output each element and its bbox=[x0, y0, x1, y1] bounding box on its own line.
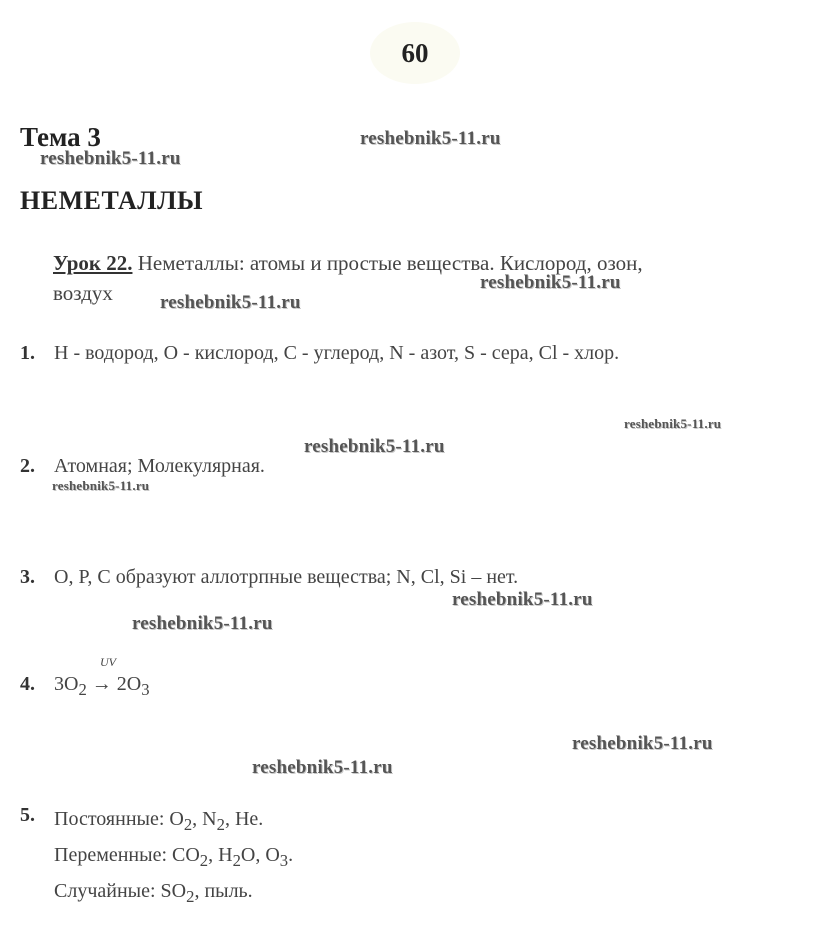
answer-number: 2. bbox=[20, 455, 35, 477]
answer-number: 4. bbox=[20, 673, 35, 695]
watermark: reshebnik5-11.ru bbox=[160, 292, 301, 313]
equation bbox=[54, 655, 150, 700]
random-impurities: Случайные: $SO_2$, пыль. bbox=[54, 880, 253, 906]
watermark: reshebnik5-11.ru bbox=[40, 148, 181, 169]
equation-product: $2O_3$ bbox=[116, 673, 150, 699]
topic-heading: Тема 3 bbox=[20, 122, 101, 152]
watermark: reshebnik5-11.ru bbox=[624, 416, 722, 431]
answer-3 bbox=[20, 566, 800, 596]
answer-text: O, P, C образуют аллотрпные вещества; N, Cl, Si – нет. bbox=[54, 566, 519, 588]
page-number: 60 bbox=[370, 22, 460, 84]
variable-gases: Переменные: $CO_2$, $H_2O$, $O_3$. bbox=[54, 844, 294, 870]
answer-number: 1. bbox=[20, 342, 35, 364]
answer-text: Атомная; Молекулярная. bbox=[54, 455, 265, 477]
answer-text bbox=[54, 804, 293, 912]
answer-4 bbox=[20, 655, 420, 703]
answer-number: 5. bbox=[20, 804, 35, 826]
answer-text: H - водород, O - кислород, C - углерод, N - азот, S - сера, Cl - хлор. bbox=[54, 342, 620, 364]
lesson-title-line1: Неметаллы: атомы и простые вещества. Кислород, озон, bbox=[132, 251, 643, 275]
watermark: reshebnik5-11.ru bbox=[52, 478, 150, 493]
watermark: reshebnik5-11.ru bbox=[572, 733, 713, 754]
watermark: reshebnik5-11.ru bbox=[304, 436, 445, 457]
watermark: reshebnik5-11.ru bbox=[252, 757, 393, 778]
answer-number: 3. bbox=[20, 566, 35, 588]
constant-gases: Постоянные: $O_2$, $N_2$, He. bbox=[54, 808, 264, 834]
reaction-arrow: → bbox=[91, 673, 112, 695]
watermark: reshebnik5-11.ru bbox=[132, 613, 273, 634]
lesson-title-line2: воздух bbox=[53, 281, 113, 305]
equation-reagent: $3O_2$ bbox=[54, 673, 87, 699]
watermark: reshebnik5-11.ru bbox=[360, 128, 501, 149]
reaction-condition: UV bbox=[100, 655, 116, 669]
answer-5 bbox=[20, 804, 800, 904]
watermark: reshebnik5-11.ru bbox=[452, 589, 593, 610]
answer-1 bbox=[20, 342, 800, 372]
watermark: reshebnik5-11.ru bbox=[480, 272, 621, 293]
lesson-number: Урок 22. bbox=[53, 251, 133, 275]
section-heading: НЕМЕТАЛЛЫ bbox=[20, 186, 204, 215]
